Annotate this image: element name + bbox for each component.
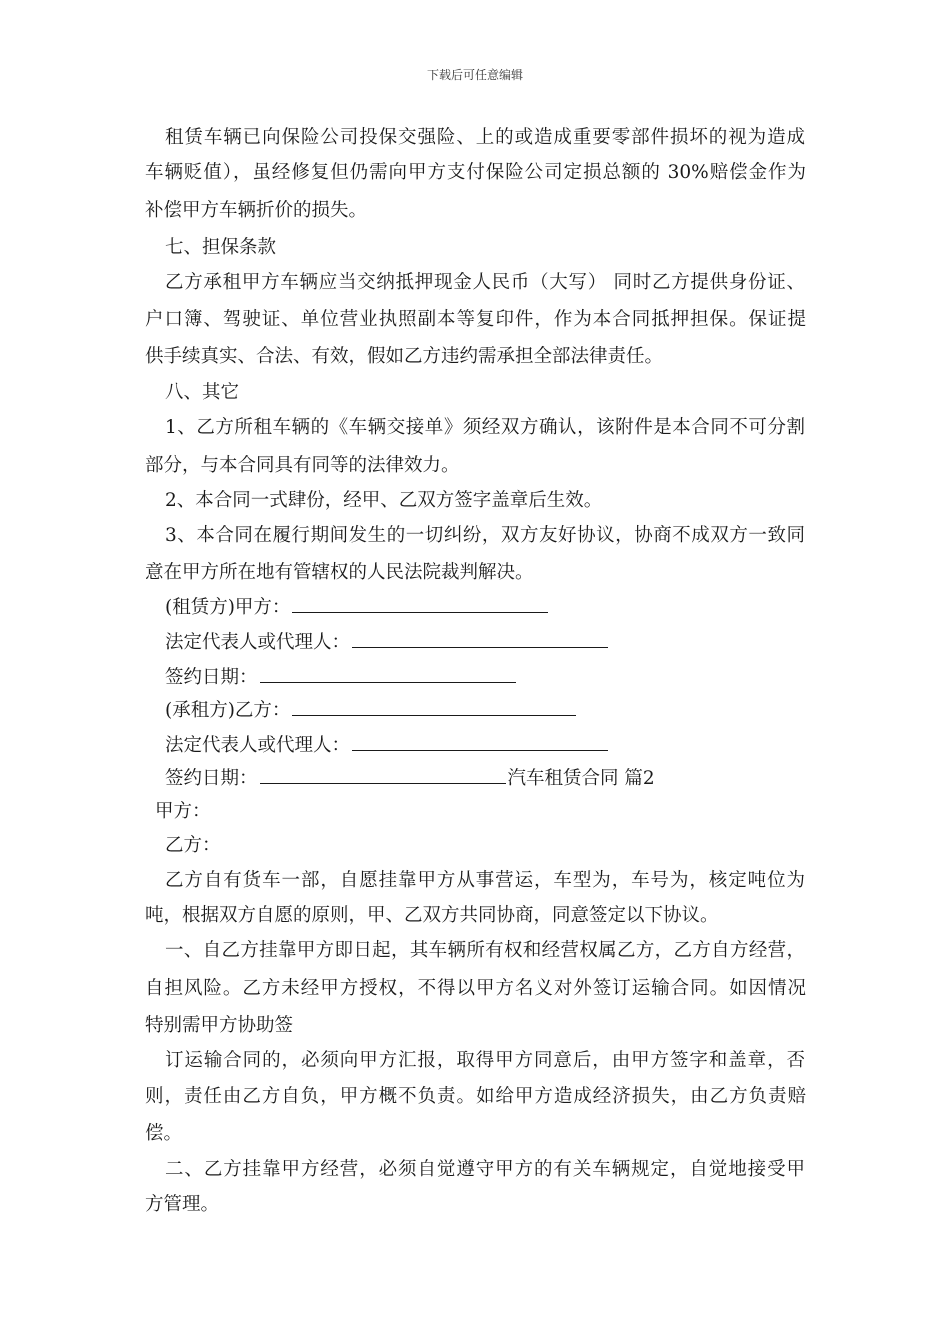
page-header: 下载后可任意编辑 [426,68,523,82]
representative-blank-2 [352,734,608,751]
paragraph-line: 订运输合同的，必须向甲方汇报，取得甲方同意后，由甲方签字和盖章，否 [165,1050,805,1071]
paragraph-line: 方管理。 [145,1194,220,1215]
party-b-line: 乙方： [165,835,221,856]
paragraph-line: 吨，根据双方自愿的原则，甲、乙双方共同协商，同意签定以下协议。 [145,905,719,926]
paragraph-line: 户口簿、驾驶证、单位营业执照副本等复印件，作为本合同抵押担保。保证提 [145,309,806,330]
paragraph-line: 车辆贬值），虽经修复但仍需向甲方支付保险公司定损总额的 30%赔偿金作为 [145,162,806,183]
representative-label-2: 法定代表人或代理人： [165,735,351,756]
paragraph-line: 乙方承租甲方车辆应当交纳抵押现金人民币（大写） 同时乙方提供身份证、 [165,272,805,293]
paragraph-line: 则，责任由乙方自负，甲方概不负责。如给甲方造成经济损失，由乙方负责赔 [145,1086,806,1107]
representative-signature-line-2 [165,734,610,758]
section-heading: 八、其它 [165,382,240,403]
paragraph-line: 供手续真实、合法、有效，假如乙方违约需承担全部法律责任。 [145,346,664,367]
paragraph-line: 特别需甲方协助签 [145,1015,294,1036]
lessee-blank [292,699,576,716]
date-blank-2 [260,767,506,784]
paragraph-line: 1、乙方所租车辆的《车辆交接单》须经双方确认，该附件是本合同不可分割 [165,417,805,438]
representative-blank [352,631,608,648]
lessee-label: (承租方)乙方： [165,700,291,721]
date-label: 签约日期： [165,667,258,688]
next-contract-title: 汽车租赁合同 篇2 [507,768,655,789]
paragraph-line: 3、本合同在履行期间发生的一切纠纷，双方友好协议，协商不成双方一致同 [165,525,805,546]
paragraph-line: 一、自乙方挂靠甲方即日起，其车辆所有权和经营权属乙方，乙方自方经营， [165,940,805,961]
date-signature-line-2 [165,767,655,791]
paragraph-line: 意在甲方所在地有管辖权的人民法院裁判解决。 [145,562,534,583]
paragraph-line: 部分，与本合同具有同等的法律效力。 [145,455,460,476]
date-blank [260,666,516,683]
paragraph-line: 偿。 [145,1123,183,1144]
paragraph-line: 自担风险。乙方未经甲方授权，不得以甲方名义对外签订运输合同。如因情况 [145,978,806,999]
representative-label: 法定代表人或代理人： [165,632,351,653]
paragraph-line: 租赁车辆已向保险公司投保交强险、上的或造成重要零部件损坏的视为造成 [165,127,805,148]
lessor-signature-line [165,596,550,620]
party-a-line: 甲方： [155,801,211,822]
representative-signature-line [165,631,610,655]
lessee-signature-line [165,699,578,723]
paragraph-line: 补偿甲方车辆折价的损失。 [145,200,368,221]
date-signature-line [165,666,518,690]
paragraph-line: 二、乙方挂靠甲方经营，必须自觉遵守甲方的有关车辆规定，自觉地接受甲 [165,1159,805,1180]
paragraph-line: 2、本合同一式肆份，经甲、乙双方签字盖章后生效。 [165,490,603,511]
date-label-2: 签约日期： [165,768,258,789]
section-heading: 七、担保条款 [165,237,277,258]
lessor-blank [292,596,548,613]
lessor-label: (租赁方)甲方： [165,597,291,618]
paragraph-line: 乙方自有货车一部，自愿挂靠甲方从事营运，车型为，车号为，核定吨位为 [165,870,805,891]
